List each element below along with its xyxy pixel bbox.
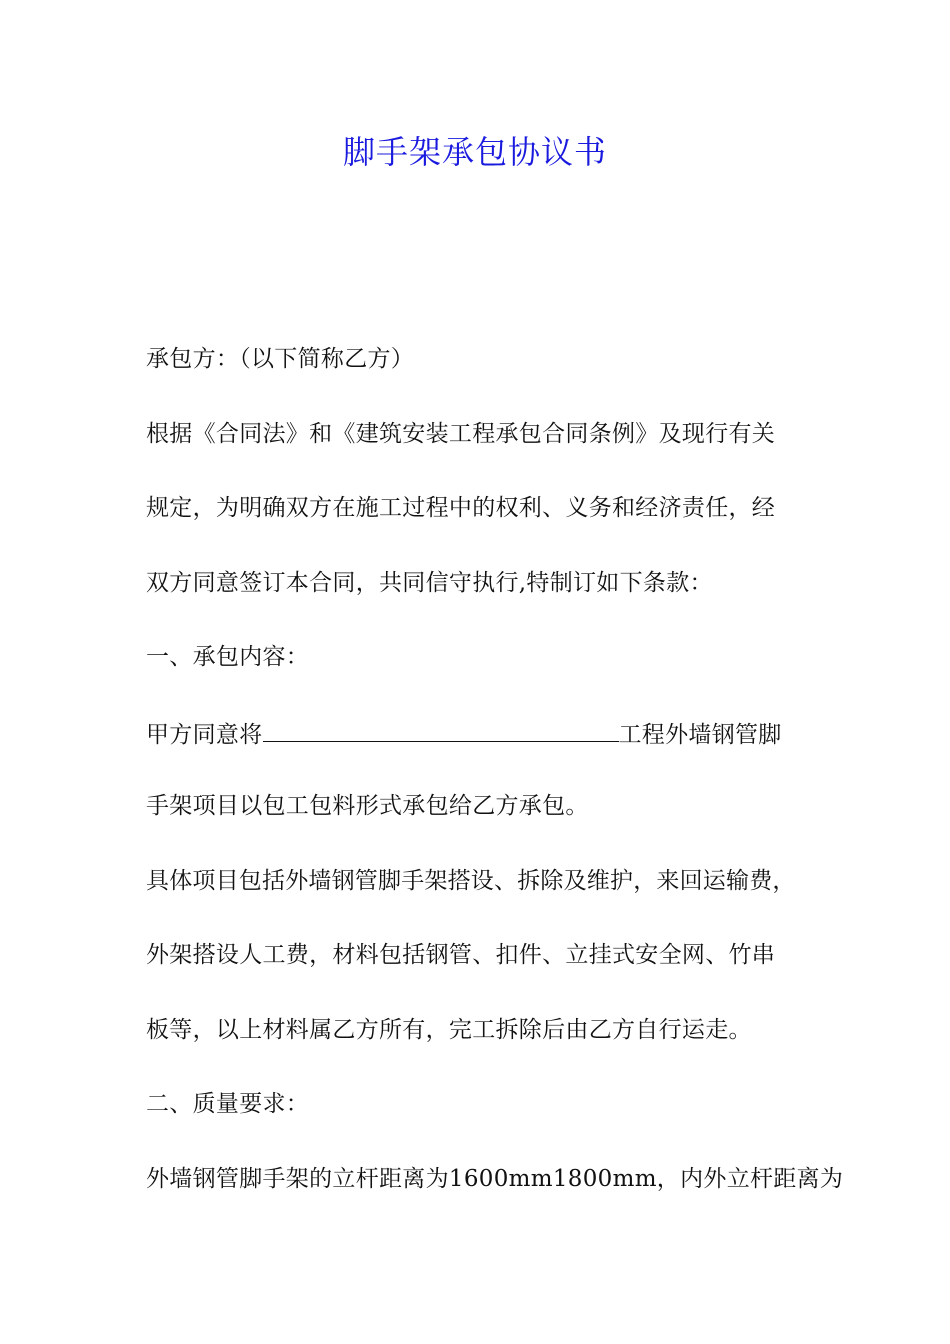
paragraph-line: 手架项目以包工包料形式承包给乙方承包。 [146,793,589,819]
paragraph-line: 外墙钢管脚手架的立杆距离为1600mm1800mm，内外立杆距离为 [146,1165,844,1192]
party-line: 承包方：（以下简称乙方） [146,346,415,372]
paragraph-line: 根据《合同法》和《建筑安装工程承包合同条例》及现行有关 [146,420,776,447]
paragraph-line: 规定，为明确双方在施工过程中的权利、义务和经济责任，经 [146,495,776,521]
paragraph-line: 板等，以上材料属乙方所有，完工拆除后由乙方自行运走。 [146,1016,752,1043]
fill-in-prefix: 甲方同意将 [146,721,263,748]
paragraph-line: 双方同意签订本合同，共同信守执行,特制订如下条款： [146,569,713,596]
paragraph-line: 具体项目包括外墙钢管脚手架搭设、拆除及维护，来回运输费， [146,867,796,894]
paragraph-line: 外架搭设人工费，材料包括钢管、扣件、立挂式安全网、竹串 [146,942,776,968]
document-body [146,336,844,1230]
fill-in-blank [263,709,619,742]
section-heading: 一、承包内容： [146,644,310,670]
fill-in-line [146,709,836,784]
document-title: 脚手架承包协议书 [342,133,607,171]
fill-in-suffix: 工程外墙钢管脚 [618,721,782,748]
section-heading: 二、质量要求： [146,1091,310,1117]
